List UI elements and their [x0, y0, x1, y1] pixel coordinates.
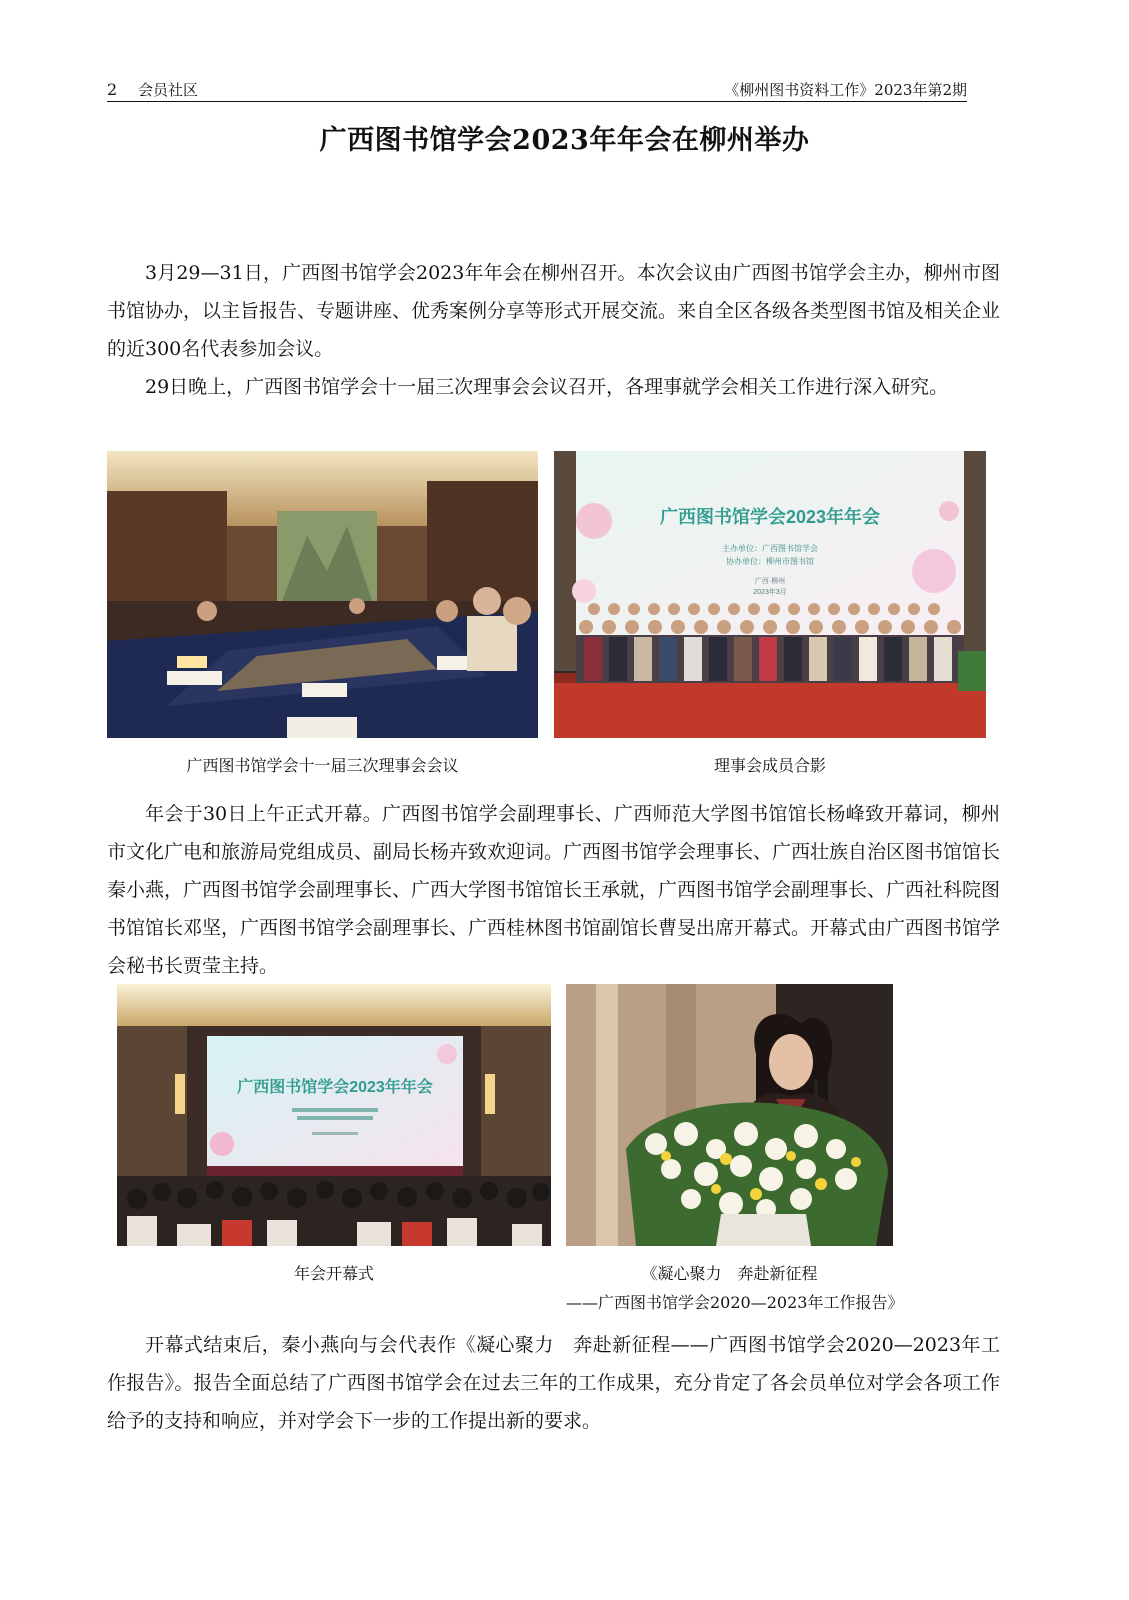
group-photo-banner-line4: 2023年3月	[753, 589, 787, 596]
group-photo-banner-line1: 主办单位：广西图书馆学会	[722, 544, 818, 553]
opening-banner-title: 广西图书馆学会2023年年会	[237, 1079, 433, 1096]
photo-work-report-caption-line1: 《凝心聚力 奔赴新征程	[641, 1264, 818, 1283]
header-divider	[107, 101, 967, 102]
photo-opening-ceremony-caption: 年会开幕式	[293, 1264, 374, 1283]
paragraph-4: 开幕式结束后，秦小燕向与会代表作《凝心聚力 奔赴新征程——广西图书馆学会2020—2023年工作报告》。报告全面总结了广西图书馆学会在过去三年的工作成果，充分肯定了各会员单位对学会各项工作给予的支持和响应，并对学会下一步的工作提出新的要求。	[107, 1334, 1000, 1432]
paragraph-1: 3月29—31日，广西图书馆学会2023年年会在柳州召开。本次会议由广西图书馆学会主办，柳州市图书馆协办，以主旨报告、专题讲座、优秀案例分享等形式开展交流。来自全区各级各类型图书馆及相关企业的近300名代表参加会议。	[107, 262, 1001, 360]
paragraph-3: 年会于30日上午正式开幕。广西图书馆学会副理事长、广西师范大学图书馆馆长杨峰致开幕词，柳州市文化广电和旅游局党组成员、副局长杨卉致欢迎词。广西图书馆学会理事长、广西壮族自治区图书馆馆长秦小燕，广西图书馆学会副理事长、广西大学图书馆馆长王承就，广西图书馆学会副理事长、广西社科院图书馆馆长邓坚，广西图书馆学会副理事长、广西桂林图书馆副馆长曹旻出席开幕式。开幕式由广西图书馆学会秘书长贾莹主持。	[107, 803, 1001, 977]
photo-council-meeting	[107, 451, 538, 738]
photo-opening-ceremony	[117, 984, 551, 1246]
article-title: 广西图书馆学会2023年年会在柳州举办	[319, 125, 810, 156]
photo-work-report-speaker	[566, 984, 893, 1246]
running-header-left	[107, 79, 198, 100]
section-name: 会员社区	[137, 81, 198, 99]
photo-group-portrait	[554, 451, 986, 738]
photo-council-meeting-caption: 广西图书馆学会十一届三次理事会会议	[186, 756, 459, 775]
group-photo-banner-line3: 广西·柳州	[754, 578, 786, 585]
photo-group-portrait-caption: 理事会成员合影	[713, 756, 826, 775]
page-number: 2	[107, 80, 118, 99]
group-photo-banner-line2: 协办单位：柳州市图书馆	[726, 557, 814, 566]
photo-work-report-caption-line2: ——广西图书馆学会2020—2023年工作报告》	[566, 1293, 904, 1312]
group-photo-banner-title: 广西图书馆学会2023年年会	[659, 507, 881, 527]
paragraph-2: 29日晚上，广西图书馆学会十一届三次理事会会议召开，各理事就学会相关工作进行深入研究。	[145, 376, 949, 398]
journal-issue: 《柳州图书资料工作》2023年第2期	[724, 81, 967, 99]
